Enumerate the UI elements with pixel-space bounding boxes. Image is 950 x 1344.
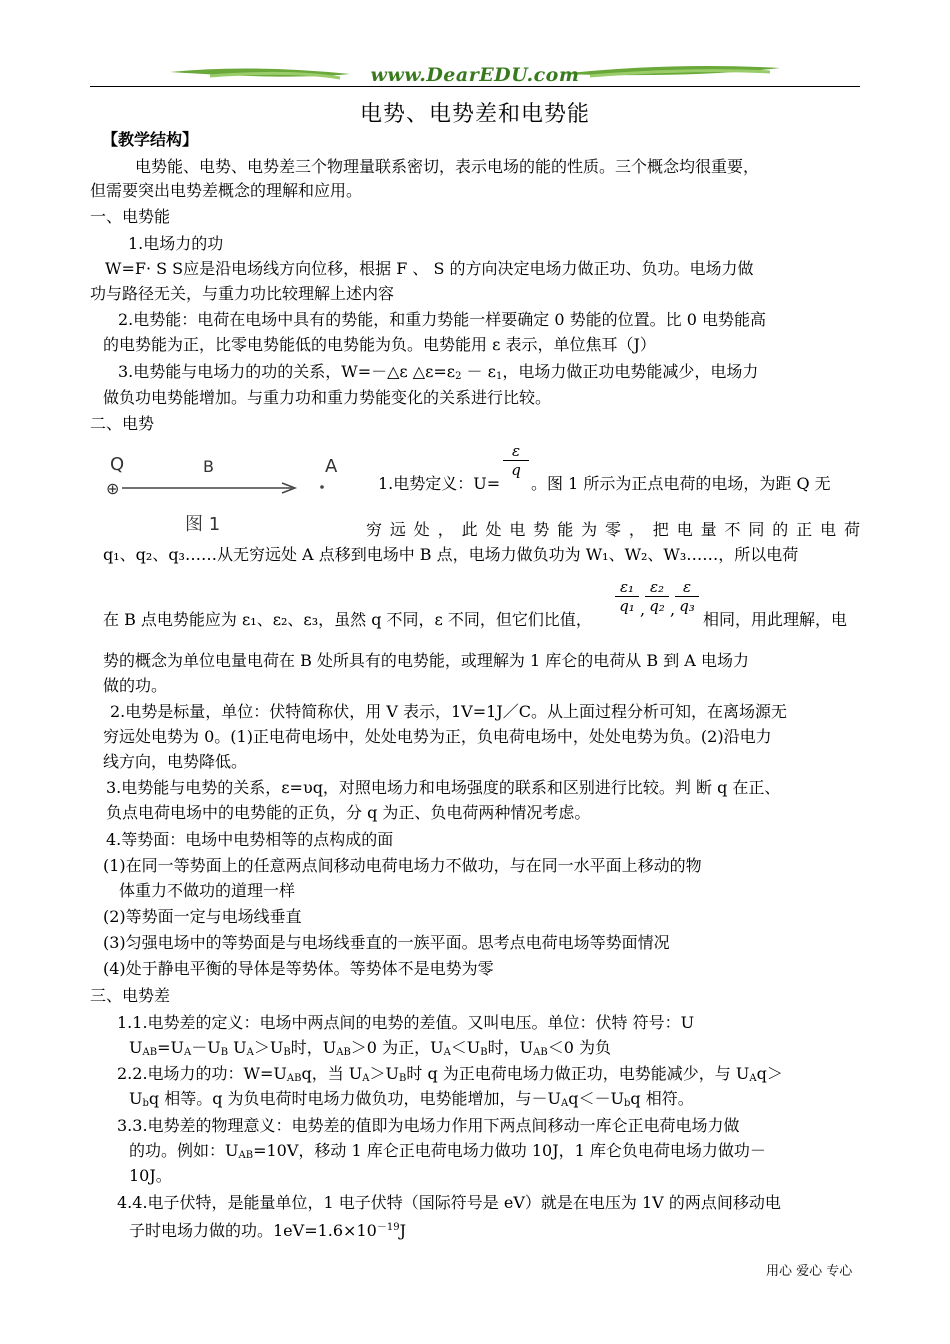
- s2-p3-line1: 3.电势能与电势的关系，ε=υq，对照电场力和电场强度的联系和区别进行比较。判 断 q 在正、: [106, 778, 781, 797]
- figure-1-sketch: [100, 450, 350, 540]
- ratio-fraction-2: [645, 578, 669, 615]
- s2-heading: 二、电势: [90, 414, 155, 433]
- ratio-fraction-3-num: ε: [675, 578, 699, 597]
- s2-p4-2: (2)等势面一定与电场线垂直: [103, 907, 302, 926]
- s1-p3-line1: [118, 362, 758, 387]
- ratio-fraction-2-den: q₂: [649, 597, 665, 615]
- fig-plus-charge: ⊕: [106, 479, 120, 498]
- s2-def-a: 1.电势定义：U=: [378, 474, 501, 493]
- s1-p2-line1: 2.电势能：电荷在电场中具有的势能，和重力势能一样要确定 0 势能的位置。比 0 电势能高: [118, 310, 766, 329]
- fig-label-a: A: [325, 456, 338, 477]
- ratio-fraction-1-num: ε₁: [615, 578, 639, 597]
- s2-def-line4a: 在 B 点电势能应为 ε₁、ε₂、ε₃，虽然 q 不同，ε 不同，但它们比值，: [103, 610, 592, 629]
- s3-p3-line2: 的功。例如：$U_{AB}=10V$，移动 1 库仑正电荷电场力做功 10J，1 库仑负电荷电场力做功－: [129, 1141, 766, 1161]
- s2-def-line4b: 相同，用此理解，电: [703, 610, 848, 629]
- ratio-fraction-3: [675, 578, 699, 615]
- s3-p2-line2: $U_bq$ 相等。q 为负电荷时电场力做负功，电势能增加，与$-U_Aq<-U_bq$ 相符。: [129, 1089, 694, 1109]
- s2-def-line2: 穷远处，此处电势能为零，把电量不同的正电荷: [366, 520, 860, 539]
- s1-p3-part-c: ，电场力做正功电势能减少，电场力: [502, 362, 759, 381]
- s2-p4-3: (3)匀强电场中的等势面是与电场线垂直的一族平面。思考点电荷电场等势面情况: [103, 933, 670, 952]
- site-header-banner: [90, 62, 860, 92]
- def-fraction: [503, 442, 529, 479]
- s3-p3-line1: 3.3.电势差的物理意义：电势差的值即为电场力作用下两点间移动一库仑正电荷电场力做: [117, 1116, 740, 1135]
- ratio-fraction-1: [615, 578, 639, 615]
- s1-p3-sub2: 2: [455, 371, 462, 382]
- s3-heading: 三、电势差: [90, 986, 171, 1005]
- s3-p3-line3: 10J。: [129, 1166, 172, 1185]
- section-teaching-structure: 【教学结构】: [102, 130, 199, 149]
- figure-1-electric-field: [100, 450, 350, 540]
- ratio-fraction-2-num: ε₂: [645, 578, 669, 597]
- s2-def-line3: q₁、q₂、q₃……从无穷远处 A 点移到电场中 B 点，电场力做负功为 W₁、W₂、W₃……，所以电荷: [103, 545, 799, 564]
- def-fraction-den: q: [511, 461, 521, 479]
- s1-p3-sub1: 1: [495, 371, 503, 382]
- s1-p2-line2: 的电势能为正，比零电势能低的电势能为负。电势能用 ε 表示，单位焦耳（J）: [103, 335, 656, 354]
- s1-p3-part-a: 3.电势能与电场力的功的关系，W=－△ε △ε=ε: [118, 362, 456, 381]
- s1-p1-line1: W=F· S S应是沿电场线方向位移，根据 F 、 S 的方向决定电场力做正功、负功。电场力做: [105, 259, 754, 278]
- s2-def-line6: 做的功。: [103, 676, 168, 695]
- s1-p1-title: 1.电场力的功: [128, 234, 224, 253]
- fig-caption: 图 1: [185, 514, 221, 535]
- s1-p3-part-b: － ε: [461, 362, 496, 381]
- def-fraction-num: ε: [503, 442, 529, 461]
- header-rule: [90, 86, 860, 87]
- s3-p2-line1: 2.2.电场力的功：$W=U_{AB}q$，当 $U_A>U_B$时 q 为正电荷电场力做正功，电势能减少，与 $U_Aq>$: [117, 1064, 783, 1084]
- s1-heading: 一、电势能: [90, 207, 171, 226]
- intro-line-2: 但需要突出电势差概念的理解和应用。: [90, 181, 363, 200]
- s2-p4-1-line1: (1)在同一等势面上的任意两点间移动电荷电场力不做功，与在同一水平面上移动的物: [103, 856, 702, 875]
- page-footer: 用心 爱心 专心: [766, 1264, 853, 1279]
- header-url-logo[interactable]: www.DearEDU.com: [370, 64, 580, 86]
- s3-p1-line2: $U_{AB}=U_A-U_B$ $U_A>U_B$时，$U_{AB}>0$ 为正，$U_A<U_B$时，$U_{AB}<0$ 为负: [129, 1038, 612, 1058]
- ratio-fraction-1-den: q₁: [619, 597, 635, 615]
- s3-p1-line1: 1.1.电势差的定义：电场中两点间的电势的差值。又叫电压。单位：伏特 符号：U: [117, 1013, 695, 1032]
- s2-p4: 4.等势面：电场中电势相等的点构成的面: [106, 830, 394, 849]
- s2-p2-line2: 穷远处电势为 0。(1)正电荷电场中，处处电势为正，负电荷电场中，处处电势为负。(2)沿电力: [103, 727, 772, 746]
- s2-def-line5: 势的概念为单位电量电荷在 B 处所具有的电势能，或理解为 1 库仑的电荷从 B 到 A 电场力: [103, 651, 749, 670]
- s2-p4-1-line2: 体重力不做功的道理一样: [119, 881, 296, 900]
- s1-p1-line2: 功与路径无关，与重力功比较理解上述内容: [90, 284, 395, 303]
- ratio-fraction-3-den: q₃: [679, 597, 695, 615]
- s2-def-b: 。图 1 所示为正点电荷的电场，为距 Q 无: [531, 474, 831, 493]
- s2-p3-line2: 负点电荷电场中的电势能的正负，分 q 为正、负电荷两种情况考虑。: [106, 803, 591, 822]
- page-title: 电势、电势差和电势能: [359, 102, 590, 127]
- ratio-comma-2: ,: [670, 600, 676, 619]
- s2-p2-line3: 线方向，电势降低。: [103, 752, 248, 771]
- intro-line-1: 电势能、电势、电势差三个物理量联系密切，表示电场的能的性质。三个概念均很重要，: [135, 157, 760, 176]
- s2-p2-line1: 2.电势是标量，单位：伏特简称伏，用 V 表示，1V=1J／C。从上面过程分析可知，在离场源无: [110, 702, 787, 721]
- fig-label-b: B: [203, 457, 214, 476]
- fig-label-q: Q: [110, 454, 125, 475]
- s3-p4-line1: 4.4.电子伏特，是能量单位，1 电子伏特（国际符号是 eV）就是在电压为 1V 的两点间移动电: [117, 1193, 781, 1212]
- s3-p4-line2: 子时电场力做的功。$1eV=1.6\times 10^{-19}J$: [129, 1221, 406, 1240]
- s2-p4-4: (4)处于静电平衡的导体是等势体。等势体不是电势为零: [103, 959, 494, 978]
- s1-p3-line2: 做负功电势能增加。与重力功和重力势能变化的关系进行比较。: [103, 388, 552, 407]
- ratio-comma-1: ,: [640, 600, 646, 619]
